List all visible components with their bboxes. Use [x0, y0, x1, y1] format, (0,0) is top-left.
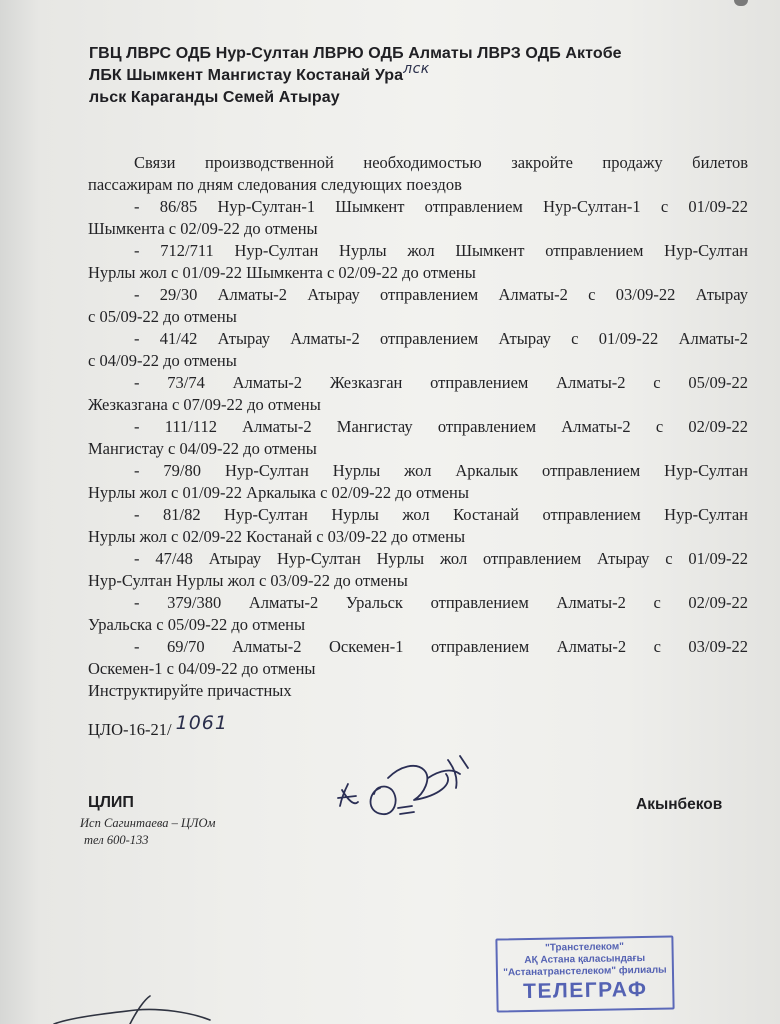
reference-printed: ЦЛО-16-21/: [88, 720, 172, 739]
body-line: с 04/09-22 до отмены: [88, 351, 237, 370]
body-line: с 05/09-22 до отмены: [88, 307, 237, 326]
body-line: Жезказгана с 07/09-22 до отмены: [88, 395, 321, 414]
executor-name: Исп Сагинтаева – ЦЛОм: [80, 816, 216, 830]
handwritten-signature: [328, 748, 488, 833]
body-line: Связи производственной необходимостью закройте продажу билетов: [134, 153, 748, 172]
stamp-title: ТЕЛЕГРАФ: [522, 977, 648, 1004]
addressee-header: [89, 43, 749, 109]
reference-handwritten: 1061: [175, 712, 228, 734]
header-line-2: [89, 61, 749, 87]
body-line: Нурлы жол с 01/09-22 Аркалыка с 02/09-22 до отмены: [88, 483, 469, 502]
stamp-line-1: "Транстелеком": [544, 941, 625, 954]
body-line: Инструктируйте причастных: [88, 681, 292, 700]
signer-name: Акынбеков: [636, 796, 723, 813]
body-line: - 73/74 Алматы-2 Жезказган отправлением Алматы-2 с 05/09-22: [134, 373, 748, 392]
stamp-line-3: "Астанатранстелеком" филиалы: [503, 964, 667, 979]
body-line: - 86/85 Нур-Султан-1 Шымкент отправлением Нур-Султан-1 с 01/09-22: [134, 197, 748, 216]
body-line: - 81/82 Нур-Султан Нурлы жол Костанай отправлением Нур-Султан: [134, 505, 748, 524]
body-line: - 379/380 Алматы-2 Уральск отправлением Алматы-2 с 02/09-22: [134, 593, 748, 612]
reference-number: [88, 712, 228, 740]
page-corner-mark: [734, 0, 748, 6]
body-line: - 712/711 Нур-Султан Нурлы жол Шымкент отправлением Нур-Султан: [134, 241, 748, 260]
header-line-2-text: ЛБК Шымкент Мангистау Костанай Ура: [89, 67, 404, 84]
signer-department: ЦЛИП: [88, 794, 134, 811]
body-line: Нурлы жол с 02/09-22 Костанай с 03/09-22 до отмены: [88, 527, 466, 546]
body-line: - 41/42 Атырау Алматы-2 отправлением Атырау с 01/09-22 Алматы-2: [134, 329, 748, 348]
body-line: - 79/80 Нур-Султан Нурлы жол Аркалык отправлением Нур-Султан: [134, 461, 748, 480]
body-line: - 29/30 Алматы-2 Атырау отправлением Алматы-2 с 03/09-22 Атырау: [134, 285, 748, 304]
body-line: - 111/112 Алматы-2 Мангистау отправлением Алматы-2 с 02/09-22: [134, 417, 748, 436]
body-line: пассажирам по дням следования следующих поездов: [88, 175, 462, 194]
body-line: Нурлы жол с 01/09-22 Шымкента с 02/09-22 до отмены: [88, 263, 476, 282]
header-line-3: льск Караганды Семей Атырау: [89, 89, 340, 106]
body-line: Уральска с 05/09-22 до отмены: [88, 615, 306, 634]
bottom-handwriting: [40, 990, 260, 1024]
body-line: Нур-Султан Нурлы жол с 03/09-22 до отмены: [88, 571, 408, 590]
telegraph-stamp: [495, 935, 674, 1012]
handwritten-correction: лск: [403, 61, 430, 77]
body-line: Шымкента с 02/09-22 до отмены: [88, 219, 318, 238]
telegram-body: [88, 152, 748, 702]
body-line: Мангистау с 04/09-22 до отмены: [88, 439, 317, 458]
header-line-1: ГВЦ ЛВРС ОДБ Нур-Султан ЛВРЮ ОДБ Алматы ЛВРЗ ОДБ Актобе: [89, 45, 622, 62]
body-line: - 69/70 Алматы-2 Оскемен-1 отправлением Алматы-2 с 03/09-22: [134, 637, 748, 656]
executor-phone: тел 600-133: [84, 833, 149, 847]
body-line: Оскемен-1 с 04/09-22 до отмены: [88, 659, 316, 678]
body-line: - 47/48 Атырау Нур-Султан Нурлы жол отправлением Атырау с 01/09-22: [134, 549, 748, 568]
stamp-line-2: АҚ Астана қаласындағы: [524, 952, 646, 967]
executor-info: [80, 815, 216, 849]
